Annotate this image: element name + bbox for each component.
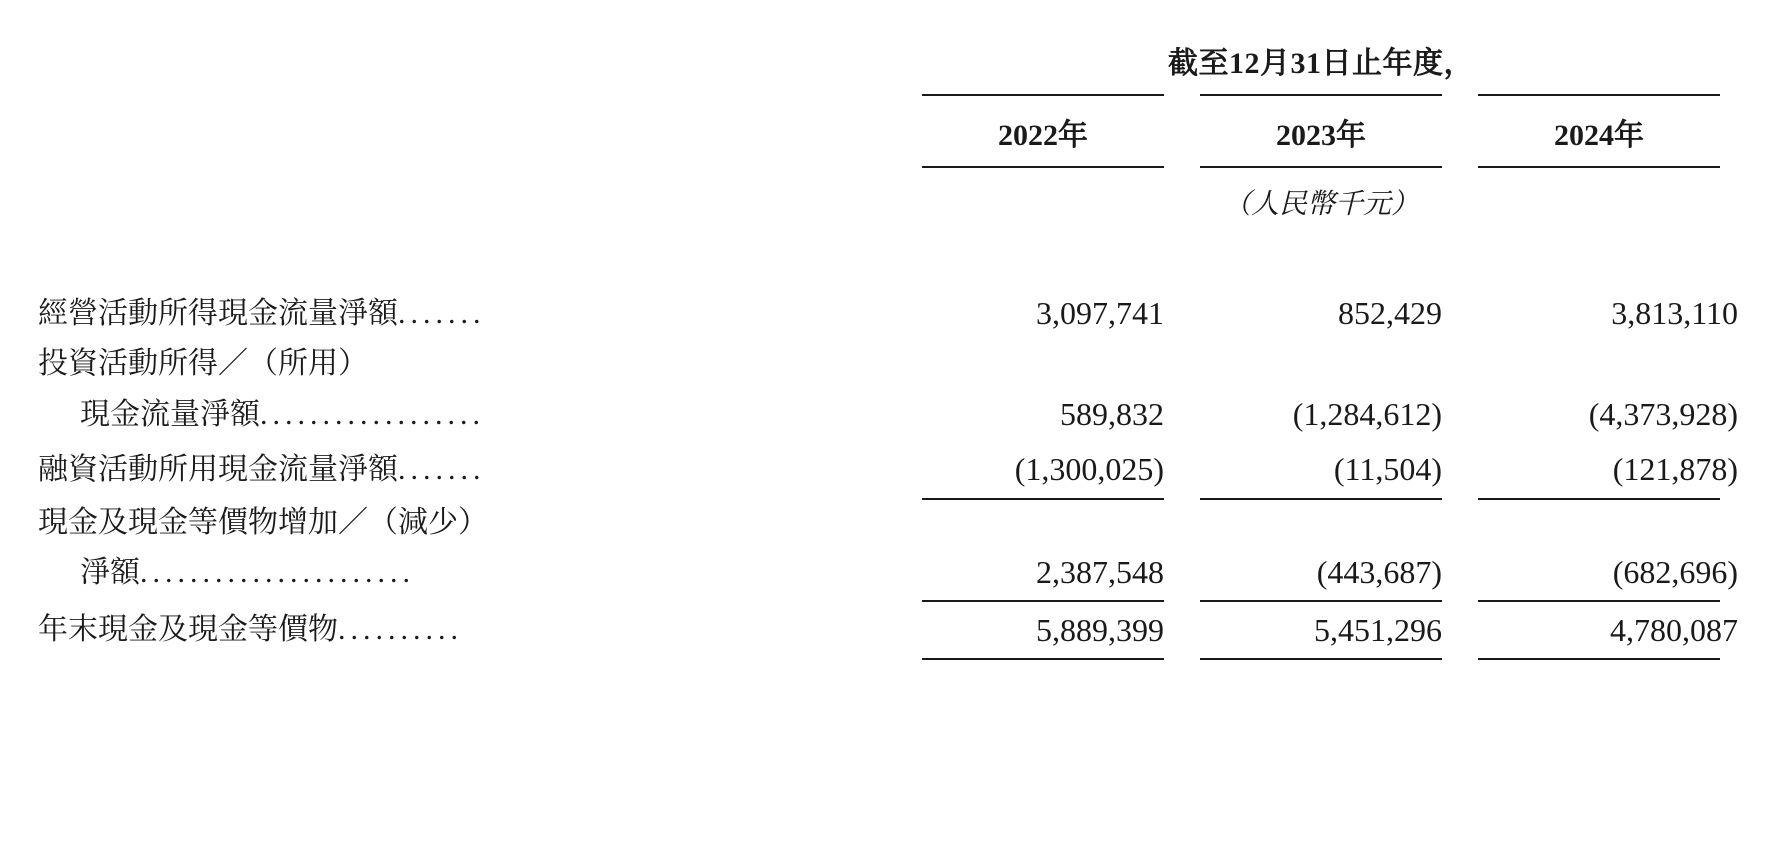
- row-label-operating: 經營活動所得現金流量淨額.......: [38, 297, 486, 330]
- empty-value: [904, 341, 1182, 386]
- cash-flow-table: [38, 30, 1738, 660]
- table-row: [38, 602, 1738, 657]
- leader-dots: .......: [398, 453, 486, 487]
- row-value-financing-2023: (11,504): [1333, 451, 1442, 488]
- row-label-netchange-line2: 淨額......................: [80, 555, 415, 589]
- row-value-operating-2024: 3,813,110: [1611, 295, 1738, 332]
- table-row: [38, 341, 1738, 386]
- currency-unit-note: （人民幣千元）: [1222, 189, 1419, 220]
- row-value-investing-2024: (4,373,928): [1588, 395, 1738, 432]
- row-value-netchange-2024: (682,696): [1612, 554, 1738, 591]
- table-row: [38, 442, 1738, 497]
- empty-cell: [38, 96, 904, 166]
- double-rule-cell-2022: [904, 658, 1182, 660]
- spacer-cell: [904, 232, 1182, 286]
- total-double-rule-row: [38, 658, 1738, 660]
- row-value-investing-2023: (1,284,612): [1292, 395, 1442, 432]
- leader-dots: ..................: [260, 397, 485, 431]
- row-value-financing-2022: (1,300,025): [1014, 451, 1164, 488]
- empty-value: [904, 500, 1182, 545]
- column-header-2024: 2024年: [1554, 119, 1644, 152]
- row-value-netchange-2022: 2,387,548: [1036, 554, 1164, 591]
- spacer-cell: [1182, 232, 1460, 286]
- table-row: [38, 387, 1738, 442]
- empty-cell: [38, 168, 904, 232]
- table-row: [38, 286, 1738, 341]
- period-header: 截至12月31日止年度，: [1168, 47, 1474, 80]
- table-row: [38, 545, 1738, 600]
- empty-value: [1460, 500, 1738, 545]
- empty-corner-cell: [38, 30, 904, 94]
- currency-note-row: [38, 168, 1738, 232]
- spacer-cell: [1460, 232, 1738, 286]
- empty-value: [1460, 341, 1738, 386]
- row-label-financing: 融資活動所用現金流量淨額.......: [38, 453, 486, 487]
- row-value-yearend-2024: 4,780,087: [1610, 611, 1738, 648]
- column-header-2022: 2022年: [998, 119, 1088, 152]
- table-header-period-row: [38, 30, 1738, 94]
- spacer-row: [38, 232, 1738, 286]
- leader-dots: ..........: [338, 613, 463, 647]
- empty-value: [1182, 341, 1460, 386]
- row-label-investing-line2: 現金流量淨額..................: [80, 397, 485, 431]
- row-label-investing-line1: 投資活動所得／（所用）: [38, 347, 368, 381]
- leader-dots: ......................: [140, 555, 415, 589]
- row-value-netchange-2023: (443,687): [1316, 554, 1442, 591]
- column-header-2023: 2023年: [1276, 119, 1366, 152]
- table-row: [38, 500, 1738, 545]
- empty-cell: [38, 658, 904, 660]
- row-label-netchange-line1: 現金及現金等價物增加／（減少）: [38, 505, 488, 539]
- leader-dots: .......: [398, 297, 486, 330]
- row-value-financing-2024: (121,878): [1612, 451, 1738, 488]
- row-value-operating-2023: 852,429: [1338, 295, 1442, 332]
- empty-value: [1182, 500, 1460, 545]
- row-label-yearend: 年末現金及現金等價物..........: [38, 613, 463, 647]
- row-value-investing-2022: 589,832: [1060, 395, 1164, 432]
- row-value-yearend-2023: 5,451,296: [1314, 611, 1442, 648]
- row-value-yearend-2022: 5,889,399: [1036, 611, 1164, 648]
- double-rule-cell-2023: [1182, 658, 1460, 660]
- table-header-years-row: [38, 96, 1738, 166]
- double-rule-cell-2024: [1460, 658, 1738, 660]
- spacer-cell: [38, 232, 904, 286]
- row-value-operating-2022: 3,097,741: [1036, 295, 1164, 332]
